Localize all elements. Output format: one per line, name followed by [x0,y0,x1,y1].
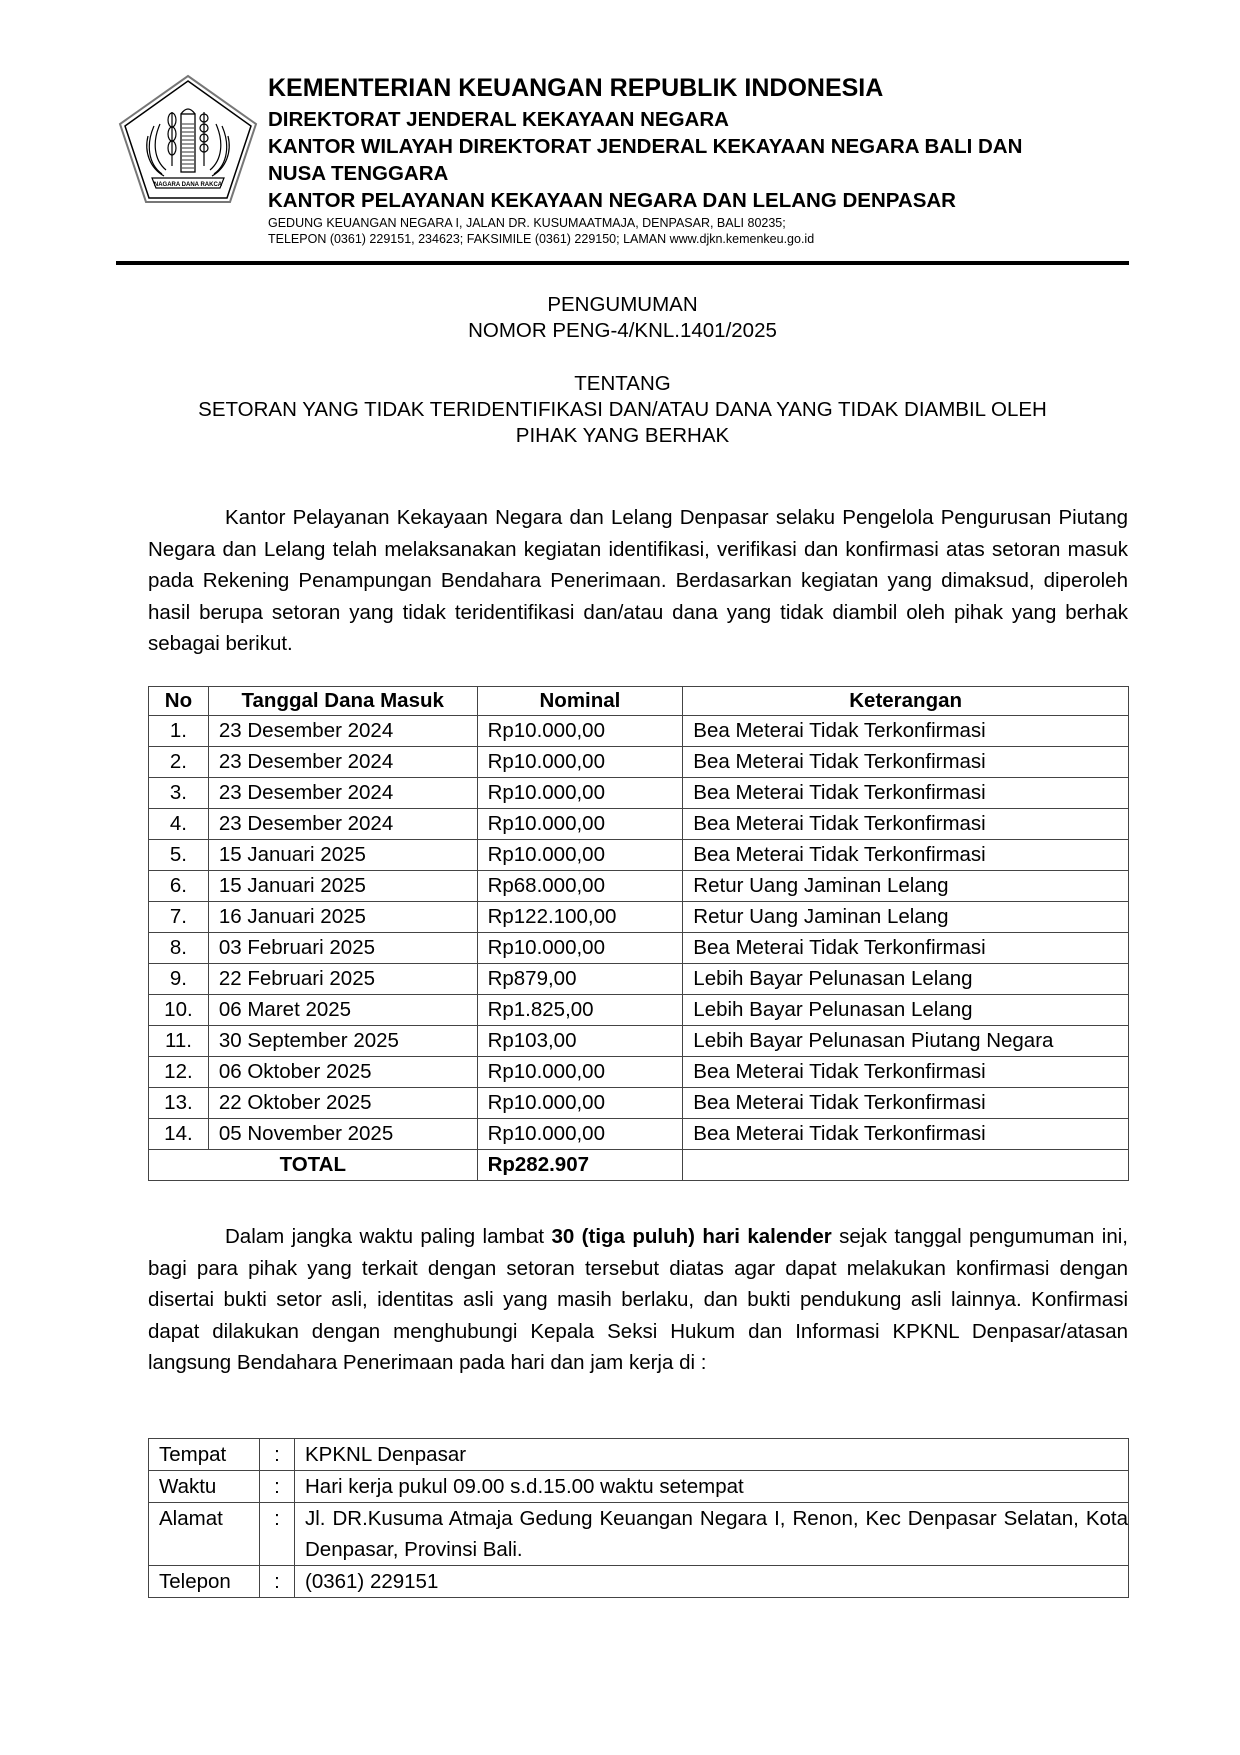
office-address: GEDUNG KEUANGAN NEGARA I, JALAN DR. KUSUMAATMAJA, DENPASAR, BALI 80235; [268,216,786,230]
header-nominal: Nominal [477,687,683,716]
contact-label: Alamat [149,1503,260,1566]
table-row [149,1026,1129,1057]
row-nominal: Rp122.100,00 [477,902,683,933]
row-nominal: Rp10.000,00 [477,809,683,840]
row-nominal: Rp10.000,00 [477,1119,683,1150]
office-contact: TELEPON (0361) 229151, 234623; FAKSIMILE (0361) 229150; LAMAN www.djkn.kemenkeu.go.id [268,232,815,246]
table-row [149,933,1129,964]
document-number: NOMOR PENG-4/KNL.1401/2025 [468,319,777,342]
directorate-name: DIREKTORAT JENDERAL KEKAYAAN NEGARA [268,108,729,131]
table-row [149,995,1129,1026]
row-no: 11. [149,1026,209,1057]
row-description: Bea Meterai Tidak Terkonfirmasi [683,1119,1129,1150]
table-row [149,809,1129,840]
row-description: Bea Meterai Tidak Terkonfirmasi [683,747,1129,778]
total-label: TOTAL [149,1150,478,1181]
contact-separator: : [260,1503,295,1566]
letterhead-divider [116,261,1129,265]
row-description: Bea Meterai Tidak Terkonfirmasi [683,933,1129,964]
contact-row-tempat [149,1439,1129,1471]
ministry-name: KEMENTERIAN KEUANGAN REPUBLIK INDONESIA [268,74,884,102]
contact-row-waktu [149,1471,1129,1503]
row-no: 7. [149,902,209,933]
row-description: Bea Meterai Tidak Terkonfirmasi [683,778,1129,809]
row-description: Bea Meterai Tidak Terkonfirmasi [683,809,1129,840]
row-no: 4. [149,809,209,840]
contact-separator: : [260,1439,295,1471]
contact-separator: : [260,1566,295,1598]
row-description: Bea Meterai Tidak Terkonfirmasi [683,840,1129,871]
row-no: 9. [149,964,209,995]
row-date: 23 Desember 2024 [208,809,477,840]
table-row [149,1057,1129,1088]
row-date: 16 Januari 2025 [208,902,477,933]
instruction-text-end: sejak tanggal pengumuman ini, bagi para pihak yang terkait dengan setoran tersebut diatas agar dapat melakukan konfirmasi dengan disertai bukti setor asli, identitas asli yang masih berlaku, dan bukti pendukung asli lainnya. Konfirmasi dapat dilakukan dengan menghubungi Kepala Seksi Hukum dan Informasi KPKNL Denpasar/atasan langsung Bendahara Penerimaan pada hari dan jam kerja di : [148,1225,1129,1375]
row-nominal: Rp10.000,00 [477,840,683,871]
contact-row-alamat [149,1503,1129,1566]
contact-label: Telepon [149,1566,260,1598]
table-header-row [149,687,1129,716]
row-date: 22 Februari 2025 [208,964,477,995]
contact-value: Jl. DR.Kusuma Atmaja Gedung Keuangan Negara I, Renon, Kec Denpasar Selatan, Kota Denpasar, Provinsi Bali. [295,1503,1129,1566]
table-row [149,871,1129,902]
emblem-motto: NAGARA DANA RAKCA [153,182,223,188]
row-description: Bea Meterai Tidak Terkonfirmasi [683,716,1129,747]
header-no: No [149,687,209,716]
row-description: Retur Uang Jaminan Lelang [683,902,1129,933]
row-no: 12. [149,1057,209,1088]
row-nominal: Rp10.000,00 [477,778,683,809]
row-date: 23 Desember 2024 [208,747,477,778]
letterhead [268,0,1130,260]
table-row [149,1088,1129,1119]
header-description: Keterangan [683,687,1129,716]
row-date: 03 Februari 2025 [208,933,477,964]
office-name: KANTOR PELAYANAN KEKAYAAN NEGARA DAN LELANG DENPASAR [268,189,956,212]
table-row [149,840,1129,871]
kemenkeu-emblem-icon [118,74,258,204]
header-date: Tanggal Dana Masuk [208,687,477,716]
row-date: 06 Maret 2025 [208,995,477,1026]
total-value: Rp282.907 [477,1150,683,1181]
table-row [149,778,1129,809]
about-label: TENTANG [574,372,671,395]
row-no: 1. [149,716,209,747]
row-date: 15 Januari 2025 [208,871,477,902]
row-description: Bea Meterai Tidak Terkonfirmasi [683,1057,1129,1088]
row-nominal: Rp10.000,00 [477,1057,683,1088]
contact-row-telepon [149,1566,1129,1598]
row-no: 3. [149,778,209,809]
contact-value: KPKNL Denpasar [295,1439,1129,1471]
table-row [149,902,1129,933]
contact-label: Tempat [149,1439,260,1471]
row-no: 2. [149,747,209,778]
row-no: 14. [149,1119,209,1150]
row-no: 8. [149,933,209,964]
contact-label: Waktu [149,1471,260,1503]
row-nominal: Rp10.000,00 [477,747,683,778]
contact-table [148,1438,1129,1598]
row-no: 13. [149,1088,209,1119]
deadline-emphasis: 30 (tiga puluh) hari kalender [551,1225,832,1248]
deposits-table [148,686,1129,1181]
row-date: 30 September 2025 [208,1026,477,1057]
subject-line-2: PIHAK YANG BERHAK [515,424,730,447]
row-description: Lebih Bayar Pelunasan Lelang [683,964,1129,995]
contact-value: Hari kerja pukul 09.00 s.d.15.00 waktu setempat [295,1471,1129,1503]
row-nominal: Rp10.000,00 [477,1088,683,1119]
table-row [149,747,1129,778]
instruction-text-start: Dalam jangka waktu paling lambat [225,1225,552,1248]
row-date: 23 Desember 2024 [208,778,477,809]
row-nominal: Rp68.000,00 [477,871,683,902]
row-nominal: Rp879,00 [477,964,683,995]
row-description: Bea Meterai Tidak Terkonfirmasi [683,1088,1129,1119]
row-date: 05 November 2025 [208,1119,477,1150]
total-note [683,1150,1129,1181]
table-row [149,1119,1129,1150]
document-type: PENGUMUMAN [547,293,698,316]
table-row [149,964,1129,995]
row-date: 06 Oktober 2025 [208,1057,477,1088]
subject-line-1: SETORAN YANG TIDAK TERIDENTIFIKASI DAN/ATAU DANA YANG TIDAK DIAMBIL OLEH [198,398,1047,421]
row-no: 5. [149,840,209,871]
table-row [149,716,1129,747]
row-nominal: Rp10.000,00 [477,933,683,964]
regional-office-name: KANTOR WILAYAH DIREKTORAT JENDERAL KEKAYAAN NEGARA BALI DAN [268,135,1023,158]
row-date: 22 Oktober 2025 [208,1088,477,1119]
row-date: 15 Januari 2025 [208,840,477,871]
contact-separator: : [260,1471,295,1503]
instruction-paragraph [148,1221,1128,1379]
row-nominal: Rp1.825,00 [477,995,683,1026]
row-date: 23 Desember 2024 [208,716,477,747]
row-nominal: Rp10.000,00 [477,716,683,747]
row-no: 10. [149,995,209,1026]
contact-value: (0361) 229151 [295,1566,1129,1598]
regional-office-name-cont: NUSA TENGGARA [268,162,449,185]
row-nominal: Rp103,00 [477,1026,683,1057]
row-description: Lebih Bayar Pelunasan Lelang [683,995,1129,1026]
total-row [149,1150,1129,1181]
intro-paragraph: Kantor Pelayanan Kekayaan Negara dan Lelang Denpasar selaku Pengelola Pengurusan Piutang Negara dan Lelang telah melaksanakan kegiatan identifikasi, verifikasi dan konfirmasi atas setoran masuk pada Rekening Penampungan Bendahara Penerimaan. Berdasarkan kegiatan yang dimaksud, diperoleh hasil berupa setoran yang tidak teridentifikasi dan/atau dana yang tidak diambil oleh pihak yang berhak sebagai berikut. [148,506,1128,656]
row-description: Lebih Bayar Pelunasan Piutang Negara [683,1026,1129,1057]
row-description: Retur Uang Jaminan Lelang [683,871,1129,902]
row-no: 6. [149,871,209,902]
